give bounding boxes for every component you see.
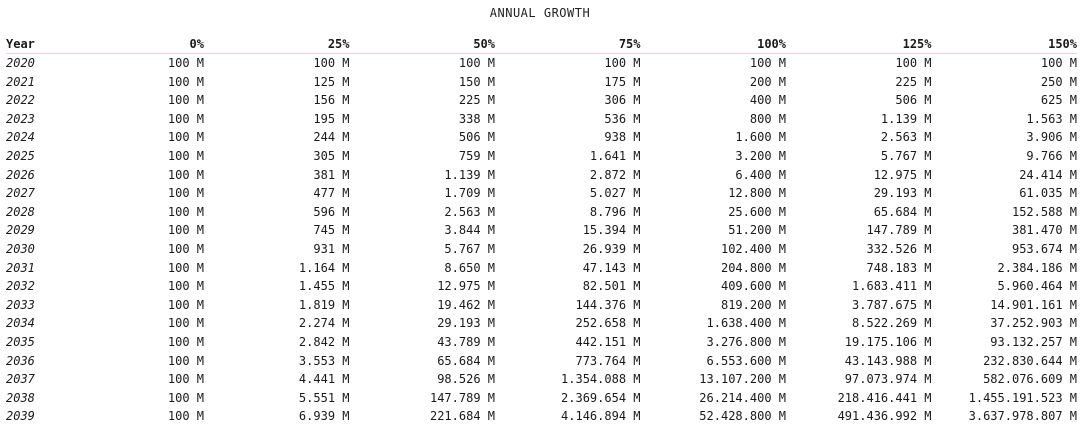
value-cell: 43.143.988 M bbox=[844, 353, 932, 368]
value-cell: 26.214.400 M bbox=[699, 390, 786, 405]
column-header-rate: 50% bbox=[350, 36, 496, 54]
value-cell: 1.563 M bbox=[1026, 111, 1077, 126]
value-cell: 6.553.600 M bbox=[706, 353, 786, 368]
value-cell: 232.830.644 M bbox=[983, 353, 1077, 368]
value-cell: 2.369.654 M bbox=[561, 390, 641, 405]
table-row bbox=[6, 110, 1077, 129]
table-row bbox=[6, 314, 1077, 333]
table-row bbox=[6, 73, 1077, 92]
column-header-rate: 100% bbox=[641, 36, 787, 54]
value-cell: 100 M bbox=[167, 130, 204, 145]
column-header-rate: 25% bbox=[204, 36, 350, 54]
value-cell: 1.641 M bbox=[589, 148, 641, 163]
value-cell: 100 M bbox=[167, 56, 204, 70]
table-row bbox=[6, 370, 1077, 389]
value-cell: 938 M bbox=[604, 130, 641, 145]
value-cell: 25.600 M bbox=[728, 204, 786, 219]
value-cell: 100 M bbox=[167, 241, 204, 256]
year-cell: 2038 bbox=[6, 390, 35, 405]
column-header-rate: 125% bbox=[786, 36, 932, 54]
table-body bbox=[6, 54, 1077, 426]
value-cell: 1.164 M bbox=[298, 260, 350, 275]
table-row bbox=[6, 184, 1077, 203]
value-cell: 100 M bbox=[167, 148, 204, 163]
value-cell: 3.787.675 M bbox=[852, 297, 932, 312]
value-cell: 221.684 M bbox=[429, 409, 495, 424]
value-cell: 2.842 M bbox=[298, 334, 350, 349]
table-row bbox=[6, 128, 1077, 147]
value-cell: 100 M bbox=[167, 186, 204, 201]
value-cell: 100 M bbox=[167, 204, 204, 219]
value-cell: 2.563 M bbox=[444, 204, 495, 219]
year-cell: 2029 bbox=[6, 223, 35, 238]
value-cell: 381.470 M bbox=[1011, 223, 1077, 238]
value-cell: 250 M bbox=[1040, 74, 1077, 89]
value-cell: 3.637.978.807 M bbox=[968, 409, 1077, 424]
chart-title: ANNUAL GROWTH bbox=[489, 6, 591, 20]
year-cell: 2035 bbox=[6, 334, 35, 349]
year-cell: 2032 bbox=[6, 279, 35, 294]
table-row bbox=[6, 407, 1077, 426]
value-cell: 65.684 M bbox=[437, 353, 495, 368]
year-cell: 2039 bbox=[6, 409, 35, 424]
table-row bbox=[6, 277, 1077, 296]
table-row bbox=[6, 333, 1077, 352]
value-cell: 1.455.191.523 M bbox=[968, 390, 1077, 405]
value-cell: 931 M bbox=[313, 241, 350, 256]
year-cell: 2028 bbox=[6, 204, 35, 219]
value-cell: 100 M bbox=[167, 74, 204, 89]
value-cell: 400 M bbox=[749, 93, 786, 108]
value-cell: 748.183 M bbox=[866, 260, 932, 275]
value-cell: 100 M bbox=[167, 223, 204, 238]
value-cell: 100 M bbox=[604, 56, 641, 70]
value-cell: 381 M bbox=[313, 167, 350, 182]
value-cell: 37.252.903 M bbox=[990, 316, 1077, 331]
year-cell: 2024 bbox=[6, 130, 35, 145]
value-cell: 3.553 M bbox=[298, 353, 350, 368]
value-cell: 150 M bbox=[458, 74, 495, 89]
value-cell: 5.551 M bbox=[298, 390, 350, 405]
value-cell: 5.767 M bbox=[444, 241, 495, 256]
value-cell: 102.400 M bbox=[720, 241, 786, 256]
value-cell: 100 M bbox=[167, 353, 204, 368]
value-cell: 409.600 M bbox=[720, 279, 786, 294]
table-row bbox=[6, 203, 1077, 222]
year-cell: 2034 bbox=[6, 316, 35, 331]
year-cell: 2021 bbox=[6, 74, 35, 89]
value-cell: 29.193 M bbox=[873, 186, 932, 201]
value-cell: 8.522.269 M bbox=[852, 316, 932, 331]
value-cell: 9.766 M bbox=[1026, 148, 1077, 163]
value-cell: 26.939 M bbox=[582, 241, 641, 256]
value-cell: 152.588 M bbox=[1011, 204, 1077, 219]
value-cell: 24.414 M bbox=[1019, 167, 1077, 182]
table-row bbox=[6, 54, 1077, 73]
value-cell: 252.658 M bbox=[575, 316, 641, 331]
year-cell: 2026 bbox=[6, 167, 35, 182]
year-cell: 2031 bbox=[6, 260, 35, 275]
value-cell: 100 M bbox=[167, 279, 204, 294]
value-cell: 800 M bbox=[749, 111, 786, 126]
value-cell: 6.939 M bbox=[298, 409, 350, 424]
value-cell: 625 M bbox=[1040, 93, 1077, 108]
value-cell: 100 M bbox=[895, 56, 932, 70]
value-cell: 5.027 M bbox=[589, 186, 641, 201]
value-cell: 4.441 M bbox=[298, 372, 350, 387]
value-cell: 819.200 M bbox=[720, 297, 786, 312]
value-cell: 5.767 M bbox=[880, 148, 932, 163]
value-cell: 100 M bbox=[167, 297, 204, 312]
table-row bbox=[6, 166, 1077, 185]
value-cell: 100 M bbox=[167, 334, 204, 349]
value-cell: 13.107.200 M bbox=[699, 372, 786, 387]
value-cell: 125 M bbox=[313, 74, 350, 89]
value-cell: 244 M bbox=[313, 130, 350, 145]
value-cell: 1.139 M bbox=[444, 167, 495, 182]
value-cell: 100 M bbox=[167, 111, 204, 126]
value-cell: 61.035 M bbox=[1019, 186, 1077, 201]
value-cell: 100 M bbox=[313, 56, 350, 70]
value-cell: 97.073.974 M bbox=[844, 372, 932, 387]
value-cell: 175 M bbox=[604, 74, 641, 89]
value-cell: 100 M bbox=[167, 372, 204, 387]
year-cell: 2027 bbox=[6, 186, 35, 201]
value-cell: 1.139 M bbox=[880, 111, 932, 126]
value-cell: 82.501 M bbox=[582, 279, 641, 294]
value-cell: 1.600 M bbox=[735, 130, 786, 145]
value-cell: 8.796 M bbox=[589, 204, 641, 219]
value-cell: 306 M bbox=[604, 93, 641, 108]
value-cell: 338 M bbox=[458, 111, 495, 126]
year-cell: 2025 bbox=[6, 148, 35, 163]
year-cell: 2020 bbox=[6, 56, 35, 70]
value-cell: 596 M bbox=[313, 204, 350, 219]
value-cell: 14.901.161 M bbox=[990, 297, 1077, 312]
value-cell: 12.975 M bbox=[437, 279, 495, 294]
value-cell: 100 M bbox=[167, 409, 204, 424]
value-cell: 147.789 M bbox=[429, 390, 495, 405]
value-cell: 225 M bbox=[458, 93, 495, 108]
value-cell: 1.354.088 M bbox=[561, 372, 641, 387]
value-cell: 47.143 M bbox=[582, 260, 641, 275]
value-cell: 5.960.464 M bbox=[997, 279, 1077, 294]
value-cell: 2.872 M bbox=[589, 167, 641, 182]
value-cell: 506 M bbox=[895, 93, 932, 108]
value-cell: 100 M bbox=[167, 316, 204, 331]
value-cell: 19.462 M bbox=[437, 297, 495, 312]
value-cell: 200 M bbox=[749, 74, 786, 89]
value-cell: 4.146.894 M bbox=[561, 409, 641, 424]
value-cell: 147.789 M bbox=[866, 223, 932, 238]
value-cell: 218.416.441 M bbox=[837, 390, 932, 405]
table-row bbox=[6, 296, 1077, 315]
table-row bbox=[6, 240, 1077, 259]
value-cell: 19.175.106 M bbox=[844, 334, 932, 349]
value-cell: 477 M bbox=[313, 186, 350, 201]
value-cell: 582.076.609 M bbox=[983, 372, 1077, 387]
table-row bbox=[6, 259, 1077, 278]
value-cell: 93.132.257 M bbox=[990, 334, 1077, 349]
value-cell: 1.709 M bbox=[444, 186, 495, 201]
column-header-rate: 150% bbox=[932, 36, 1078, 54]
value-cell: 3.844 M bbox=[444, 223, 495, 238]
year-cell: 2037 bbox=[6, 372, 35, 387]
year-cell: 2033 bbox=[6, 297, 35, 312]
value-cell: 6.400 M bbox=[735, 167, 786, 182]
value-cell: 1.455 M bbox=[298, 279, 350, 294]
growth-table bbox=[6, 36, 1077, 426]
value-cell: 100 M bbox=[167, 390, 204, 405]
value-cell: 3.276.800 M bbox=[706, 334, 786, 349]
value-cell: 225 M bbox=[895, 74, 932, 89]
value-cell: 15.394 M bbox=[582, 223, 641, 238]
year-cell: 2030 bbox=[6, 241, 35, 256]
value-cell: 100 M bbox=[167, 260, 204, 275]
header-row bbox=[6, 36, 1077, 54]
value-cell: 12.975 M bbox=[873, 167, 932, 182]
value-cell: 43.789 M bbox=[437, 334, 495, 349]
year-cell: 2022 bbox=[6, 93, 35, 108]
value-cell: 156 M bbox=[313, 93, 350, 108]
value-cell: 29.193 M bbox=[437, 316, 495, 331]
value-cell: 100 M bbox=[458, 56, 495, 70]
value-cell: 2.384.186 M bbox=[997, 260, 1077, 275]
value-cell: 3.200 M bbox=[735, 148, 786, 163]
value-cell: 8.650 M bbox=[444, 260, 495, 275]
value-cell: 1.638.400 M bbox=[706, 316, 786, 331]
value-cell: 100 M bbox=[167, 93, 204, 108]
value-cell: 100 M bbox=[167, 167, 204, 182]
value-cell: 506 M bbox=[458, 130, 495, 145]
value-cell: 3.906 M bbox=[1026, 130, 1077, 145]
value-cell: 332.526 M bbox=[866, 241, 932, 256]
value-cell: 204.800 M bbox=[720, 260, 786, 275]
value-cell: 98.526 M bbox=[437, 372, 495, 387]
value-cell: 100 M bbox=[749, 56, 786, 70]
value-cell: 2.563 M bbox=[880, 130, 932, 145]
column-header-year: Year bbox=[6, 36, 66, 54]
table-row bbox=[6, 91, 1077, 110]
column-header-rate: 0% bbox=[66, 36, 204, 54]
value-cell: 144.376 M bbox=[575, 297, 641, 312]
year-cell: 2023 bbox=[6, 111, 35, 126]
value-cell: 100 M bbox=[1040, 56, 1077, 70]
value-cell: 953.674 M bbox=[1011, 241, 1077, 256]
value-cell: 12.800 M bbox=[728, 186, 786, 201]
value-cell: 65.684 M bbox=[873, 204, 932, 219]
value-cell: 745 M bbox=[313, 223, 350, 238]
table-row bbox=[6, 352, 1077, 371]
value-cell: 536 M bbox=[604, 111, 641, 126]
table-row bbox=[6, 389, 1077, 408]
column-header-rate: 75% bbox=[495, 36, 641, 54]
value-cell: 491.436.992 M bbox=[837, 409, 932, 424]
value-cell: 305 M bbox=[313, 148, 350, 163]
value-cell: 2.274 M bbox=[298, 316, 350, 331]
value-cell: 773.764 M bbox=[575, 353, 641, 368]
value-cell: 195 M bbox=[313, 111, 350, 126]
value-cell: 51.200 M bbox=[728, 223, 786, 238]
value-cell: 759 M bbox=[458, 148, 495, 163]
table-row bbox=[6, 147, 1077, 166]
value-cell: 52.428.800 M bbox=[699, 409, 786, 424]
value-cell: 1.683.411 M bbox=[852, 279, 932, 294]
value-cell: 442.151 M bbox=[575, 334, 641, 349]
value-cell: 1.819 M bbox=[298, 297, 350, 312]
year-cell: 2036 bbox=[6, 353, 35, 368]
table-row bbox=[6, 221, 1077, 240]
